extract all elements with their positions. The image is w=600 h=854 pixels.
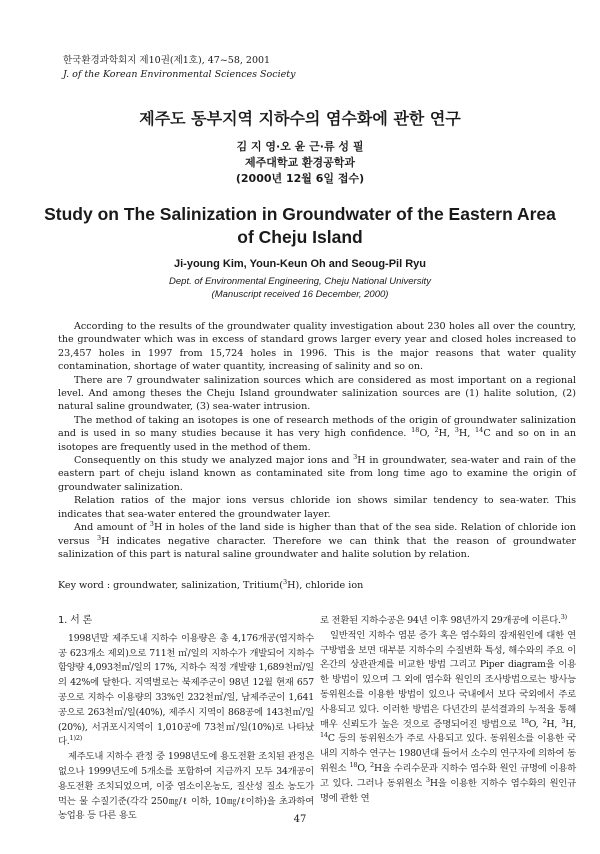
body-paragraph: 1998년말 제주도내 지하수 이용량은 총 4,176개공(염지하수공 623개소 제외)으로 711천 ㎥/일의 지하수가 개발되어 지하수 함양량 4,093천㎥/일의 17%, 지하수 적정 개발량 1,689천㎥/일의 42%에 달한다. 지역별로는 북제주군이 98년 12월 현재 657공으로 지하수 이용량의 33%인 232천㎥/일, 남제주군이 1,641공으로 263천㎥/일(40%), 제주시 지역이 868공에 143천㎥/일(20%), 서귀포시지역이 1,010공에 73천㎥/일(10%)로 나타났다.$^{1)2)}$: [58, 632, 314, 748]
abstract-paragraph: There are 7 groundwater salinization sources which are considered as most important on a regional level. And among theses the Cheju Island groundwater salinization sources are (1) halite solution, (2) natural saline groundwater, (3) sea-water intrusion.: [58, 374, 576, 413]
affiliation-english: Dept. of Environmental Engineering, Cheju National University: [169, 276, 431, 287]
title-english: [0, 203, 600, 249]
abstract-paragraph: According to the results of the groundwater quality investigation about 230 holes all over the country, the groundwater which was in excess of standard grows larger every year and closed holes increased to 23,457 holes in 1997 from 15,724 holes in 1996. This is the major reasons that water quality contamination, shortage of water quantity, increasing of salinity and so on.: [58, 321, 576, 373]
journal-name-en: J. of the Korean Environmental Sciences Society: [63, 69, 296, 80]
abstract-paragraph: Consequently on this study we analyzed major ions and $^3$H in groundwater, sea-water and rain of the eastern part of cheju island known as contaminated site from long time ago to examine the origin of groundwater salinization.: [58, 452, 576, 493]
keywords: Key word : groundwater, salinization, Tritium($^3$H), chloride ion: [58, 577, 364, 591]
section-title: 1. 서 론: [58, 615, 93, 626]
title-english-line1: Study on The Salinization in Groundwater of the Eastern Area: [44, 204, 556, 224]
abstract-paragraph: Relation ratios of the major ions versus chloride ion shows similar tendency to sea-water. This indicates that sea-water entered the groundwater layer.: [58, 495, 576, 520]
body-column-left: [58, 614, 314, 824]
authors-korean: 김 지 영·오 윤 근·류 성 필: [236, 140, 364, 153]
keyword-label: Key word :: [58, 580, 114, 591]
body-column-right: [320, 614, 576, 806]
author-block-korean: [0, 139, 600, 187]
body-paragraph: 일반적인 지하수 염분 증가 혹은 염수화의 잠재원인에 대한 연구방법을 보면 대부분 지하수의 수질변화 특성, 해수와의 주요 이온간의 상관관계를 비교한 방법 그리고 Piper diagram을 이용한 방법이 있으며 그 외에 염수화 원인의 조사방법으로는 방사능 동위원소를 이용한 방법이 있으나 국내에서 보다 국외에서 주로 사용되고 있다. 이러한 방법은 다년간의 분석결과의 누적을 통해 매우 신뢰도가 높은 것으로 증명되어진 방법으로 $^{18}$O, $^2$H, $^3$H, $^{14}$C 등의 동위원소가 주로 사용되고 있다. 동위원소를 이용한 국내의 지하수 연구는 1980년대 들어서 소수의 연구자에 의하여 동위원소 $^{18}$O, $^2$H을 수리수문과 지하수 염수화 원인 규명에 이용하고 있다. 그러나 동위원소 $^3$H을 이용한 지하수 염수화의 원인규명에 관한 연: [320, 629, 576, 804]
body-paragraph: 제주도내 지하수 관정 중 1998년도에 용도전환 조치된 관정은 없으나 1999년도에 5개소를 포함하여 지금까지 모두 34개공이 용도전환 조치되었으며, 이중 염소이온농도, 질산성 질소 농도가 먹는 물 수질기준(각각 250㎎/ℓ 이하, 10㎎/ℓ이하)을 초과하여 농업용 등 다른 용도: [58, 751, 314, 822]
title-korean: 제주도 동부지역 지하수의 염수화에 관한 연구: [139, 109, 461, 128]
abstract-paragraph: And amount of $^3$H in holes of the land side is higher than that of the sea side. Relation of chloride ion versus $^3$H indicates negative character. Therefore we can think that the reason of groundwater salinization of this part is natural saline groundwater and halite solution by relation.: [58, 519, 576, 560]
page-number: 47: [293, 814, 307, 825]
authors-english: Ji-young Kim, Youn-Keun Oh and Seoug-Pil Ryu: [174, 258, 426, 270]
received-date-korean: (2000년 12월 6일 접수): [235, 172, 365, 185]
affiliation-korean: 제주대학교 환경공학과: [244, 156, 356, 169]
affiliation-block-english: [0, 275, 600, 301]
journal-header: [63, 54, 295, 82]
abstract-paragraph: The method of taking an isotopes is one of research methods of the origin of groundwater salinization and is used in so many studies because it has very high confidence. $^{18}$O, $^2$H, $^3$H, $^{14}$C and so on in an isotopes are frequently used in the method of them.: [58, 414, 577, 453]
journal-citation-ko: 한국환경과학회지 제10권(제1호), 47~58, 2001: [63, 55, 271, 66]
body-paragraph: 로 전환된 지하수공은 94년 이후 98년까지 29개공에 이른다.$^{3)}$: [320, 612, 568, 626]
received-date-english: (Manuscript received 16 December, 2000): [211, 289, 389, 300]
keyword-text: groundwater, salinization, Tritium(: [113, 580, 283, 591]
abstract: [58, 320, 576, 561]
title-english-line2: of Cheju Island: [237, 227, 363, 247]
